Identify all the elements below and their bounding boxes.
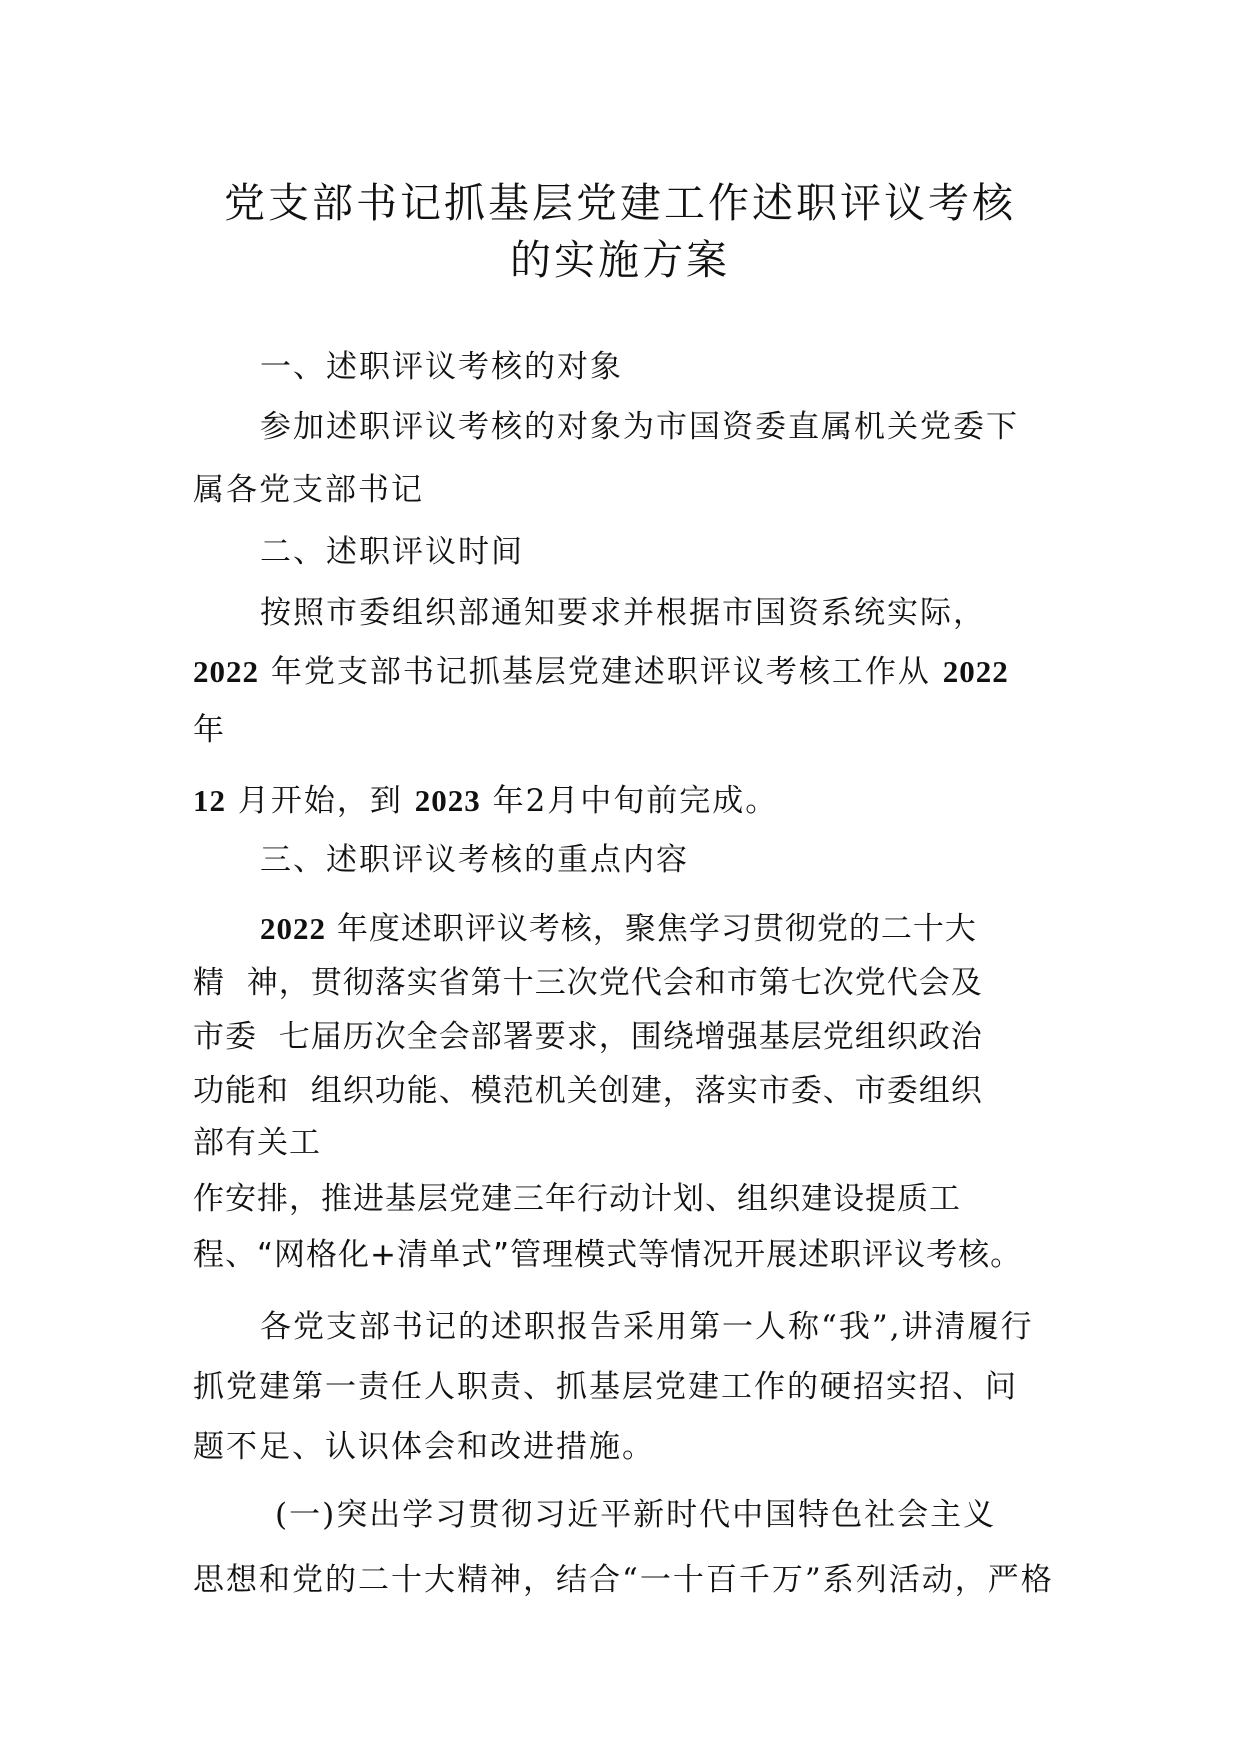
document-title-line-2: 的实施方案 — [510, 236, 730, 284]
section-2-paragraph-line — [193, 656, 1009, 688]
section-3-paragraph-line: 题不足、认识体会和改进措施。 — [193, 1429, 655, 1465]
section-3-heading: 三、述职评议考核的重点内容 — [260, 842, 689, 878]
month-number: 12 — [193, 783, 226, 818]
year-number: 2022 — [260, 911, 326, 946]
section-3-paragraph-line: 思想和党的二十大精神，结合“一十百千万”系列活动，严格 — [193, 1562, 1054, 1598]
paragraph-text: 年度述职评议考核，聚焦学习贯彻党的二十大 — [326, 911, 977, 947]
section-2-heading: 二、述职评议时间 — [260, 534, 524, 570]
section-3-paragraph-line: 抓党建第一责任人职责、抓基层党建工作的硬招实招、问 — [193, 1369, 1018, 1405]
section-2-paragraph-line: 年 — [193, 712, 226, 748]
paragraph-text: 年2月中旬前完成。 — [480, 783, 779, 819]
section-2-paragraph-line: 按照市委组织部通知要求并根据市国资系统实际， — [260, 595, 986, 631]
year-number: 2022 — [193, 654, 259, 689]
paragraph-text: 月开始，到 — [226, 783, 415, 819]
section-2-paragraph-line — [193, 785, 778, 817]
document-title-line-1: 党支部书记抓基层党建工作述职评议考核 — [224, 179, 1016, 227]
section-3-paragraph-line: 作安排，推进基层党建三年行动计划、组织建设提质工 — [193, 1181, 961, 1217]
section-1-heading: 一、述职评议考核的对象 — [260, 349, 623, 385]
section-1-paragraph-line: 参加述职评议考核的对象为市国资委直属机关党委下 — [260, 409, 1019, 445]
section-3-paragraph-line: 精 神，贯彻落实省第十三次党代会和市第七次党代会及 — [193, 965, 983, 1001]
section-3-paragraph-line: (一)突出学习贯彻习近平新时代中国特色社会主义 — [275, 1497, 997, 1533]
section-3-paragraph-line: 功能和 组织功能、模范机关创建，落实市委、市委组织 — [193, 1073, 983, 1109]
section-3-paragraph-line: 各党支部书记的述职报告采用第一人称“我”,讲清履行 — [260, 1309, 1034, 1345]
year-number: 2023 — [414, 783, 481, 818]
section-3-paragraph-line: 市委 七届历次全会部署要求，围绕增强基层党组织政治 — [193, 1019, 983, 1055]
section-1-paragraph-line: 属各党支部书记 — [193, 472, 424, 508]
section-3-paragraph-line: 部有关工 — [193, 1125, 321, 1161]
year-number: 2022 — [942, 654, 1009, 689]
paragraph-text: 年党支部书记抓基层党建述职评议考核工作从 — [259, 654, 943, 690]
section-3-paragraph-line: 程、“网格化+清单式”管理模式等情况开展述职评议考核。 — [193, 1237, 1023, 1273]
section-3-paragraph-line — [260, 913, 977, 945]
